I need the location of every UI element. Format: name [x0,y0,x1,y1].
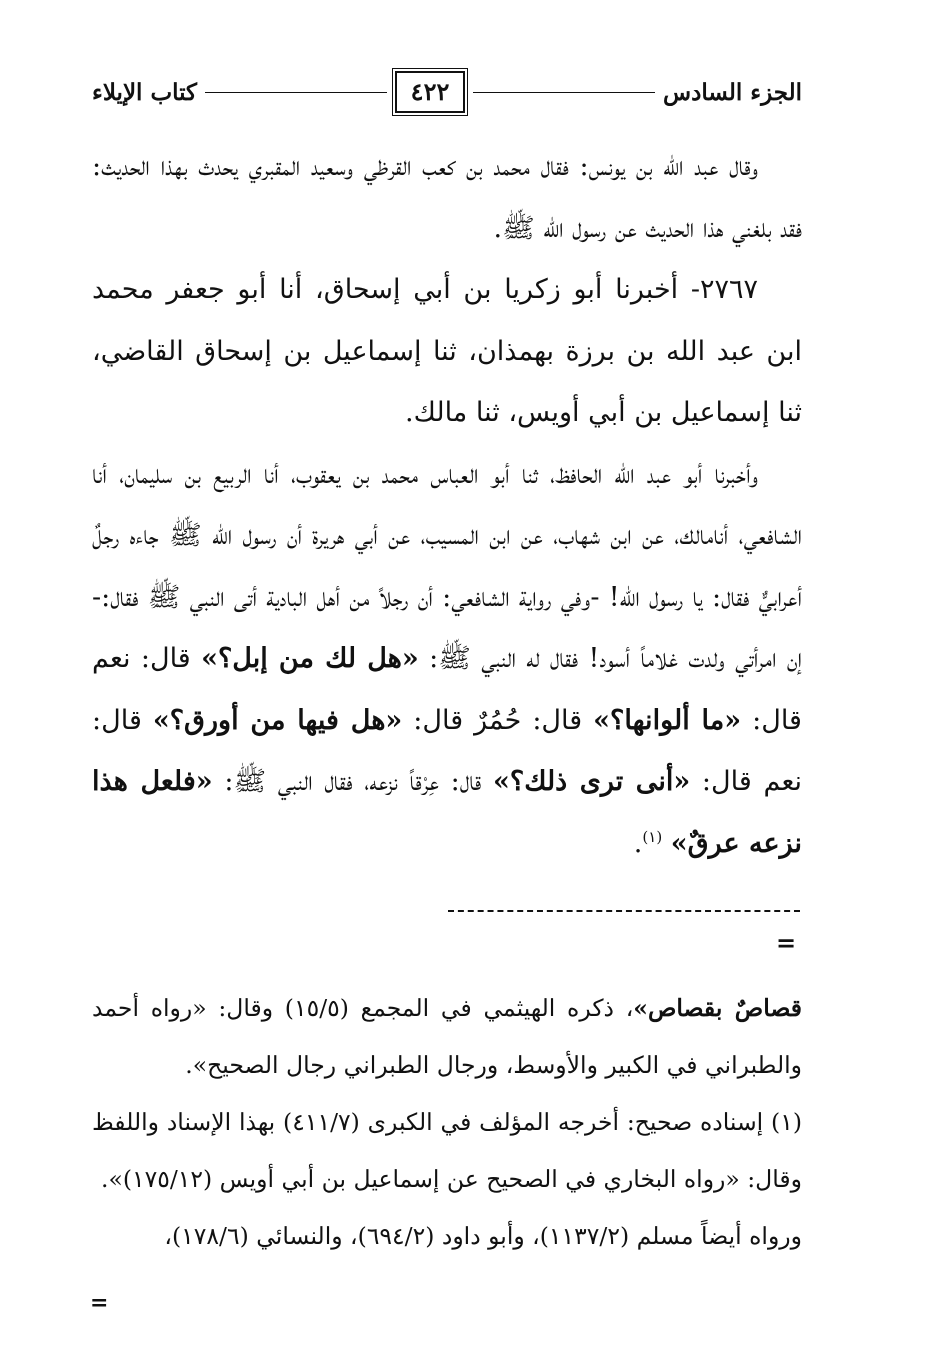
footnote-continuation-mark: = [90,1290,109,1316]
prophet-quote-4: «أنى ترى ذلك؟» [492,766,691,797]
prophet-quote-3: «هل فيها من أورق؟» [152,704,403,736]
prophet-quote-2: «ما ألوانها؟» [593,704,742,736]
footnote-separator [448,910,800,912]
book-title: كتاب الإيلاء [92,78,198,106]
narration-text-3: قال: حُمُرٌ قال: [402,704,594,736]
footnote-ref: (١) [642,827,663,846]
footnote-1: (١) إسناده صحيح: أخرجه المؤلف في الكبرى (٤١١/٧) بهذا الإسناد واللفظ وقال: «رواه البخاري في الصحيح عن إسماعيل بن أبي أويس (١٧٥/١٢)». [92,1108,802,1193]
page-number: ٤٢٢ [395,71,466,113]
footnote-1-continued: ورواه أيضاً مسلم (١١٣٧/٢)، وأبو داود (٦٩٤/٢)، والنسائي (١٧٨/٦)، [164,1222,802,1250]
header-rule-right [473,92,655,93]
main-text [92,136,802,874]
narration-text-5: قال: عِرْقاً نزعه، فقال النبي ﷺ: [212,766,493,797]
paragraph-1: وقال عبد الله بن يونس: فقال محمد بن كعب القرظي وسعيد المقبري يحدث بهذا الحديث: فقد بلغني هذا الحديث عن رسول الله ﷺ. [92,151,802,244]
paragraph-3 [92,444,802,875]
footnote-continued-text: ، ذكره الهيثمي في المجمع (١٥/٥) وقال: «رواه أحمد والطبراني في الكبير والأوسط، ورجال الطبراني رجال الصحيح». [92,994,802,1079]
narration-text-2: قال: نعم قال: [92,643,802,736]
footnote-continued [92,980,802,1094]
header-rule-left [205,92,387,93]
continuation-mark: = [776,928,797,957]
footnote-continued-bold: قصاصٌ بقصاص» [633,994,802,1022]
page-header [92,68,802,116]
narration-text: وأخبرنا أبو عبد الله الحافظ، ثنا أبو العباس محمد بن يعقوب، أنا الربيع بن سليمان، أنا الشافعي، أنامالك، عن ابن شهاب، عن ابن المسيب، عن أبي هريرة أن رسول الله ﷺ جاءه رجلٌ أعرابيٌّ فقال: يا رسول الله! -وفي رواية الشافعي: أن رجلاً من أهل البادية أتى النبي ﷺ فقال:- إن امرأتي ولدت غلاماً أسود! فقال له النبي ﷺ: [92,458,802,674]
volume-title: الجزء السادس [663,78,802,106]
paragraph-2: ٢٧٦٧- أخبرنا أبو زكريا بن أبي إسحاق، أنا أبو جعفر محمد ابن عبد الله بن برزة بهمذان، ثنا إسماعيل بن إسحاق القاضي، ثنا إسماعيل بن أبي أويس، ثنا مالك. [92,274,802,428]
narration-text-4: قال: نعم قال: [92,704,803,797]
prophet-quote-1: «هل لك من إبل؟» [201,643,419,674]
footnotes [92,980,802,1265]
prophet-quote-5: «فلعل هذا نزعه عرقٌ» [92,766,802,859]
period: . [633,827,643,859]
